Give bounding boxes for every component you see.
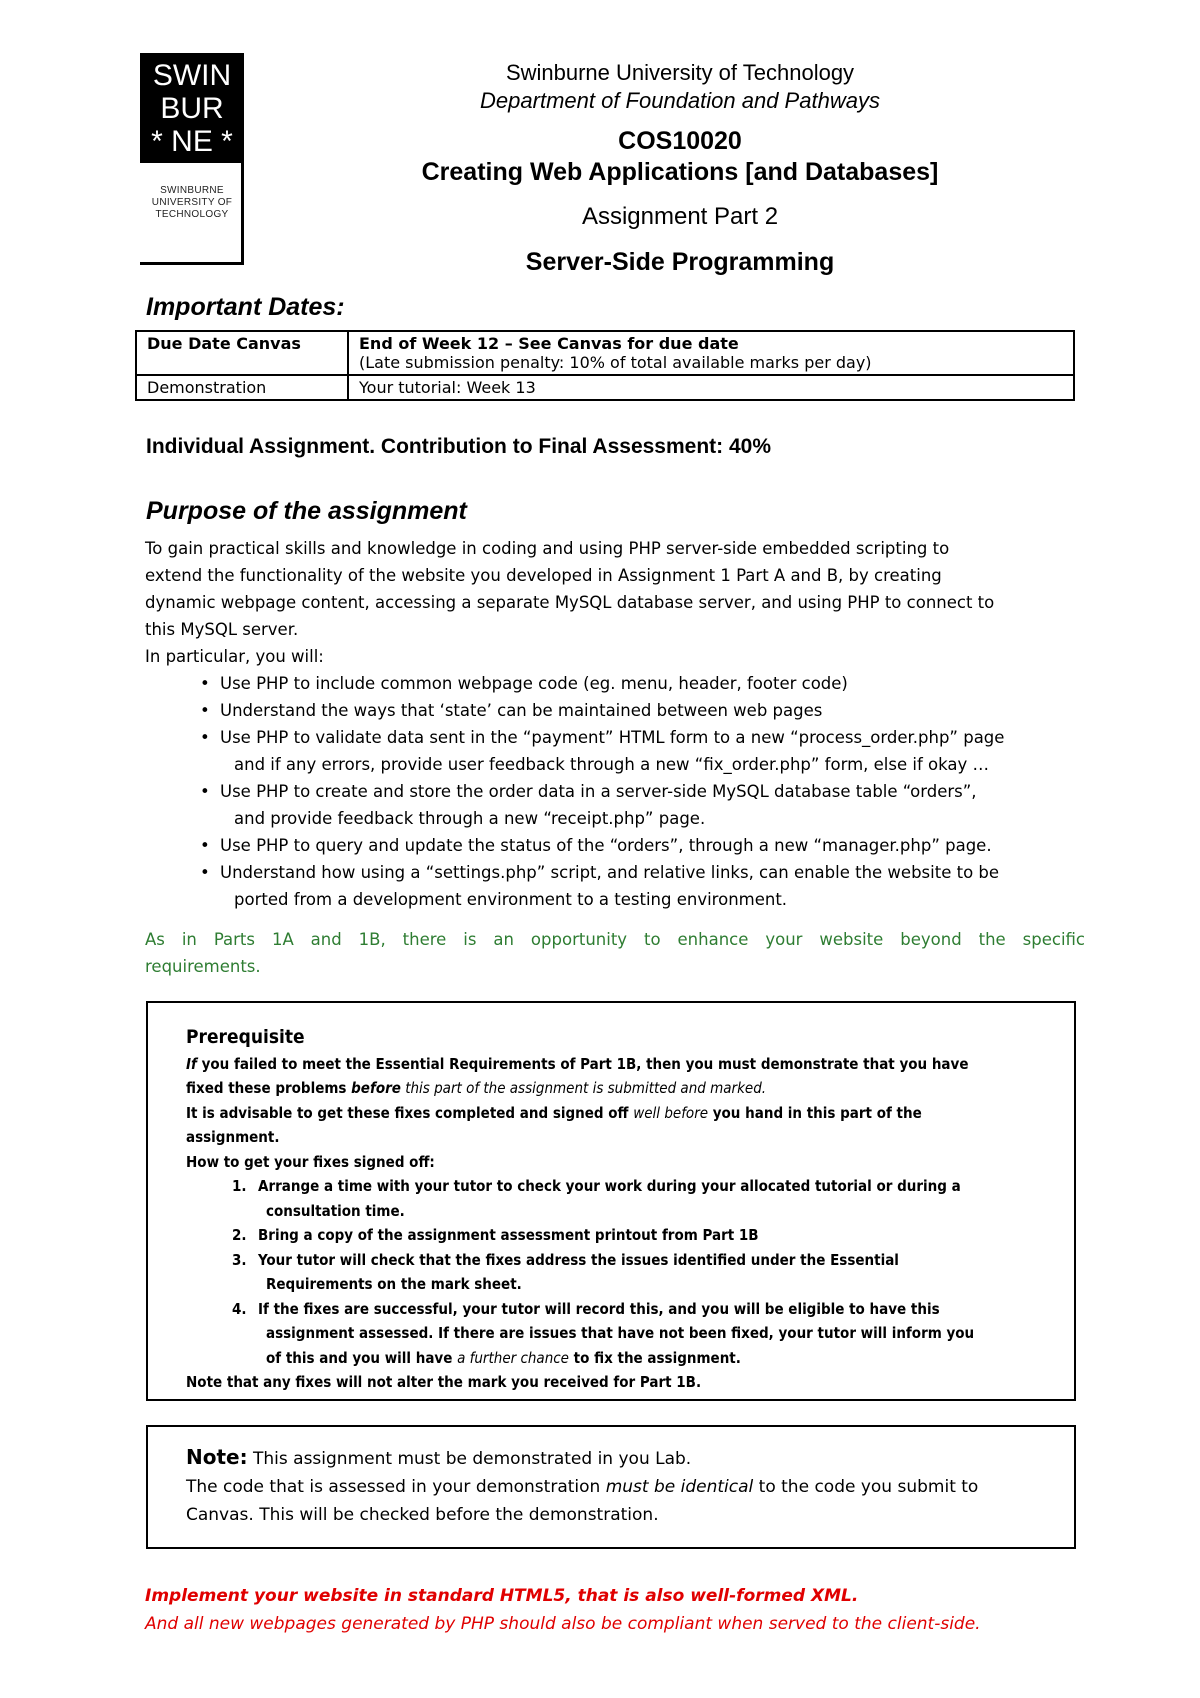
prerequisite-final-note: Note that any fixes will not alter the mark you received for Part 1B. <box>186 1373 702 1391</box>
list-item-text: Use PHP to create and store the order data in a server-side MySQL database table “orders”, <box>220 782 977 801</box>
note-text: to the code you submit to <box>753 1477 979 1497</box>
list-item-text-cont: and if any errors, provide user feedback through a new “fix_order.php” form, else if okay … <box>234 755 989 774</box>
prereq-text: you failed to meet the Essential Requirements of Part 1B, then you must demonstrate that you have <box>196 1054 969 1073</box>
note-text: This assignment must be demonstrated in you Lab. <box>247 1449 692 1469</box>
list-item <box>186 1174 1046 1223</box>
bullet-icon: • <box>200 674 210 693</box>
identical-emphasis: must be identical <box>605 1477 754 1497</box>
purpose-line: this MySQL server. <box>145 620 299 639</box>
how-to-heading: How to get your fixes signed off: <box>186 1152 435 1171</box>
bullet-icon: • <box>200 782 210 801</box>
prerequisite-heading: Prerequisite <box>186 1026 305 1048</box>
list-item-text-cont: and provide feedback through a new “receipt.php” page. <box>234 809 706 828</box>
well-before-emphasis: well before <box>633 1103 709 1122</box>
prereq-text: you hand in this part of the <box>708 1103 922 1122</box>
note-line-2 <box>186 1473 1046 1501</box>
demonstration-value: Your tutorial: Week 13 <box>348 375 1074 400</box>
enhancement-note <box>145 926 1085 980</box>
step-text: If the fixes are successful, your tutor will record this, and you will be eligible to have this <box>258 1299 940 1318</box>
logo-line-3: * NE * <box>151 124 233 158</box>
objectives-list <box>200 670 1100 913</box>
table-row <box>136 375 1074 400</box>
due-date-cell <box>348 331 1074 375</box>
step-text-cont: assignment assessed. If there are issues that have not been fixed, your tutor will inform you <box>266 1324 975 1342</box>
list-item <box>186 1248 1046 1297</box>
purpose-line: In particular, you will: <box>145 647 324 666</box>
html5-requirement: Implement your website in standard HTML5, that is also well-formed XML. <box>145 1586 859 1606</box>
demonstration-note-box <box>146 1425 1076 1549</box>
list-item <box>200 697 1100 724</box>
prerequisite-box <box>146 1001 1076 1401</box>
step-text: Your tutor will check that the fixes address the issues identified under the Essential <box>258 1250 899 1269</box>
logo-mark <box>140 53 244 163</box>
step-number: 3. <box>232 1250 247 1269</box>
note-line-3: Canvas. This will be checked before the demonstration. <box>186 1505 659 1525</box>
bullet-icon: • <box>200 863 210 882</box>
prerequisite-para-2 <box>186 1101 1046 1150</box>
before-emphasis: before <box>351 1079 401 1097</box>
note-text: The code that is assessed in your demonstration <box>186 1477 606 1497</box>
logo-line-2: BUR <box>160 91 224 125</box>
step-number: 2. <box>232 1226 247 1244</box>
prereq-text: It is advisable to get these fixes completed and signed off <box>186 1103 634 1122</box>
list-item <box>186 1297 1046 1371</box>
note-line-1 <box>186 1443 1046 1473</box>
prereq-text: assignment. <box>186 1128 280 1146</box>
assignment-part: Assignment Part 2 <box>581 203 779 230</box>
step-text-cont: Requirements on the mark sheet. <box>266 1275 522 1293</box>
university-name: Swinburne University of Technology <box>505 60 855 85</box>
enhancement-line-2: requirements. <box>145 957 261 976</box>
purpose-paragraph <box>145 535 1085 670</box>
swinburne-logo <box>140 53 244 265</box>
prerequisite-para-1 <box>186 1052 1046 1101</box>
list-item <box>200 724 1100 778</box>
due-date-value: End of Week 12 – See Canvas for due date <box>359 334 739 353</box>
demonstration-label: Demonstration <box>136 375 348 400</box>
logo-subtitle-1: SWINBURNE <box>160 185 224 196</box>
fix-steps-list <box>186 1174 1046 1370</box>
table-row <box>136 331 1074 375</box>
assignment-topic: Server-Side Programming <box>525 248 835 276</box>
department-name: Department of Foundation and Pathways <box>480 88 880 113</box>
bullet-icon: • <box>200 728 210 747</box>
step-text: of this and you will have <box>266 1348 458 1367</box>
list-item <box>200 670 1100 697</box>
step-text: to fix the assignment. <box>568 1348 741 1367</box>
list-item-text: Use PHP to query and update the status of the “orders”, through a new “manager.php” page. <box>220 836 992 855</box>
due-date-label: Due Date Canvas <box>136 331 348 375</box>
prerequisite-content <box>186 1025 1046 1395</box>
list-item <box>186 1223 1046 1248</box>
enhancement-line-1: As in Parts 1A and 1B, there is an opportunity to enhance your website beyond the specific <box>145 930 1085 949</box>
logo-line-1: SWIN <box>152 58 232 92</box>
if-emphasis: If <box>186 1054 197 1073</box>
course-code: COS10020 <box>618 127 742 155</box>
course-title: Creating Web Applications [and Databases] <box>421 158 939 186</box>
purpose-heading: Purpose of the assignment <box>146 497 467 525</box>
step-text: Bring a copy of the assignment assessment printout from Part 1B <box>258 1226 759 1244</box>
bullet-icon: • <box>200 836 210 855</box>
note-content <box>186 1443 1046 1529</box>
important-dates-table <box>135 330 1075 401</box>
prereq-text: fixed these problems <box>186 1079 352 1097</box>
list-item <box>200 859 1100 913</box>
purpose-line: To gain practical skills and knowledge in coding and using PHP server-side embedded scripting to <box>145 539 950 558</box>
step-number: 4. <box>232 1299 247 1318</box>
list-item <box>200 778 1100 832</box>
further-chance-emphasis: a further chance <box>457 1348 569 1367</box>
list-item-text: Use PHP to validate data sent in the “payment” HTML form to a new “process_order.php” page <box>220 728 1005 747</box>
prereq-text: this part of the assignment is submitted and marked. <box>400 1079 767 1097</box>
list-item <box>200 832 1100 859</box>
bullet-icon: • <box>200 701 210 720</box>
step-text-cont: consultation time. <box>266 1201 405 1220</box>
logo-subtitle-2: UNIVERSITY OF <box>151 197 233 208</box>
php-compliance-requirement: And all new webpages generated by PHP should also be compliant when served to the client-side. <box>145 1614 981 1634</box>
logo-subtitle <box>148 185 236 221</box>
note-label: Note: <box>186 1445 248 1469</box>
individual-assignment-statement: Individual Assignment. Contribution to Final Assessment: 40% <box>146 435 772 458</box>
logo-subtitle-3: TECHNOLOGY <box>155 209 229 220</box>
purpose-line: dynamic webpage content, accessing a separate MySQL database server, and using PHP to connect to <box>145 593 995 612</box>
list-item-text: Use PHP to include common webpage code (eg. menu, header, footer code) <box>220 674 848 693</box>
important-dates-heading: Important Dates: <box>146 293 345 321</box>
step-text: Arrange a time with your tutor to check your work during your allocated tutorial or during a <box>258 1177 961 1195</box>
list-item-text-cont: ported from a development environment to a testing environment. <box>234 890 788 909</box>
step-text-cont <box>258 1346 1046 1371</box>
step-number: 1. <box>232 1177 247 1195</box>
purpose-line: extend the functionality of the website you developed in Assignment 1 Part A and B, by creating <box>145 566 942 585</box>
list-item-text: Understand how using a “settings.php” script, and relative links, can enable the website to be <box>220 863 1000 882</box>
late-penalty-note: (Late submission penalty: 10% of total available marks per day) <box>359 353 872 372</box>
list-item-text: Understand the ways that ‘state’ can be maintained between web pages <box>220 701 823 720</box>
